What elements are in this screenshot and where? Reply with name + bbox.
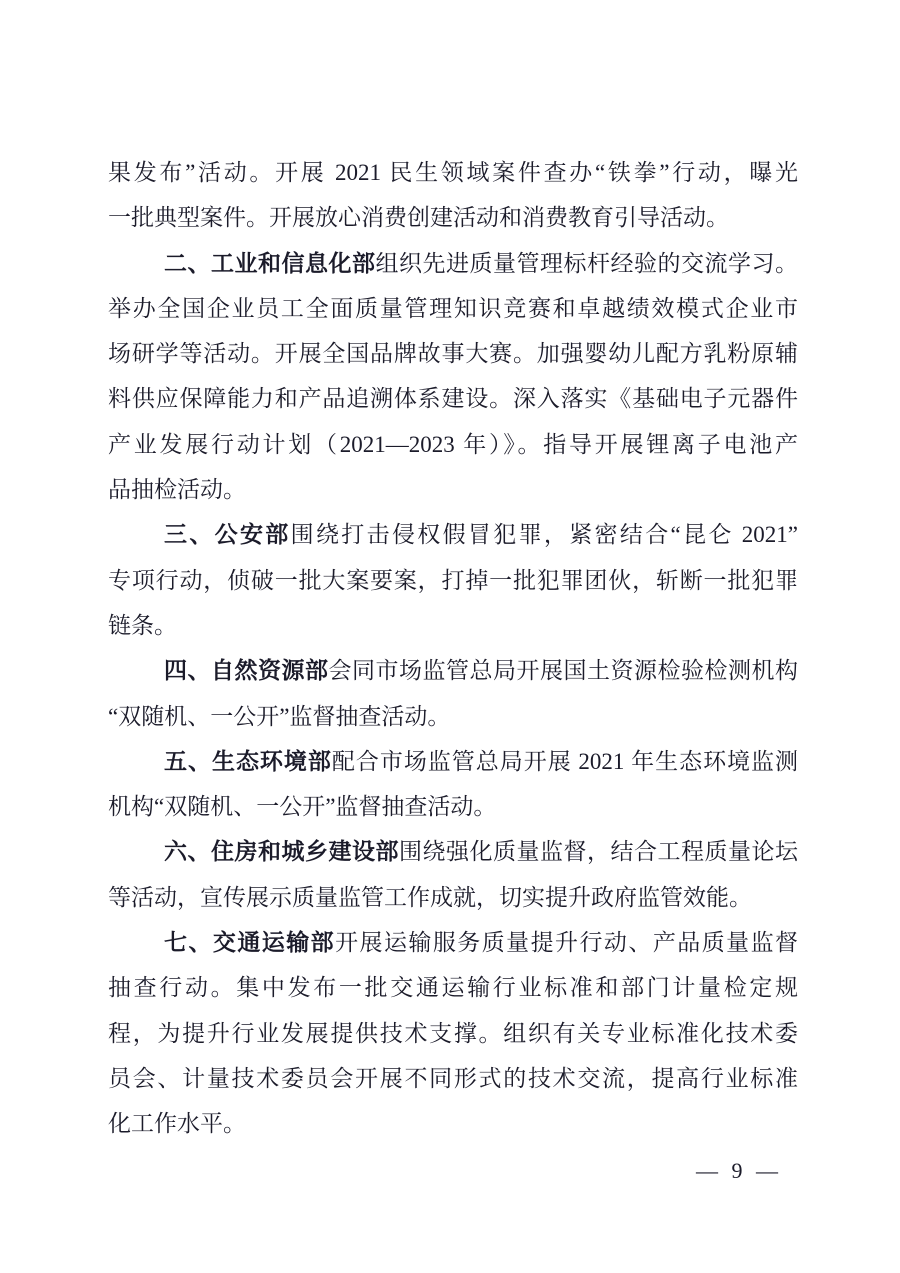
- text-line: [108, 829, 798, 874]
- document-body-text: [108, 150, 798, 1147]
- text-line: [108, 648, 798, 693]
- line-text: 会同市场监管总局开展国土资源检验检测机构: [328, 658, 798, 684]
- text-line: [108, 920, 798, 965]
- ministry-name-bold: 五、生态环境部: [164, 747, 332, 774]
- text-line: 场研学等活动。开展全国品牌故事大赛。加强婴幼儿配方乳粉原辅: [108, 341, 798, 367]
- line-text: 围绕强化质量监督，结合工程质量论坛: [399, 839, 798, 865]
- line-text: 开展运输服务质量提升行动、产品质量监督: [335, 930, 799, 956]
- ministry-name-bold: 四、自然资源部: [164, 657, 329, 684]
- ministry-name-bold: 七、交通运输部: [164, 929, 336, 956]
- text-line: 产业发展行动计划（2021—2023 年）》。指导开展锂离子电池产: [108, 431, 798, 457]
- line-text: 围绕打击侵权假冒犯罪，紧密结合“昆仑 2021”: [290, 522, 799, 548]
- text-line: 举办全国企业员工全面质量管理知识竞赛和卓越绩效模式企业市: [108, 295, 798, 321]
- text-line: “双随机、一公开”监督抽查活动。: [108, 703, 451, 729]
- text-line: 员会、计量技术委员会开展不同形式的技术交流，提高行业标准: [108, 1065, 798, 1091]
- page-number: — 9 —: [696, 1158, 778, 1183]
- text-line: 抽查行动。集中发布一批交通运输行业标准和部门计量检定规: [108, 975, 798, 1001]
- text-line: 品抽检活动。: [108, 477, 246, 503]
- ministry-name-bold: 三、公安部: [164, 521, 291, 548]
- ministry-name-bold: 六、住房和城乡建设部: [164, 838, 399, 865]
- text-line: 专项行动，侦破一批大案要案，打掉一批犯罪团伙，斩断一批犯罪: [108, 567, 798, 593]
- text-line: 化工作水平。: [108, 1111, 246, 1137]
- text-line: 等活动，宣传展示质量监管工作成就，切实提升政府监管效能。: [108, 884, 752, 910]
- ministry-name-bold: 二、工业和信息化部: [164, 249, 376, 276]
- text-line: 料供应保障能力和产品追溯体系建设。深入落实《基础电子元器件: [108, 386, 798, 412]
- text-line: [108, 512, 798, 557]
- text-line: [108, 739, 798, 784]
- text-line: 一批典型案件。开展放心消费创建活动和消费教育引导活动。: [108, 205, 729, 231]
- text-line: 果发布”活动。开展 2021 民生领域案件查办“铁拳”行动，曝光: [108, 160, 798, 185]
- line-text: 配合市场监管总局开展 2021 年生态环境监测: [331, 748, 799, 774]
- line-text: 组织先进质量管理标杆经验的交流学习。: [375, 250, 798, 276]
- text-line: [108, 241, 798, 286]
- text-line: 链条。: [108, 612, 177, 638]
- text-line: 机构“双随机、一公开”监督抽查活动。: [108, 794, 497, 820]
- text-line: 程，为提升行业发展提供技术支撑。组织有关专业标准化技术委: [108, 1020, 798, 1046]
